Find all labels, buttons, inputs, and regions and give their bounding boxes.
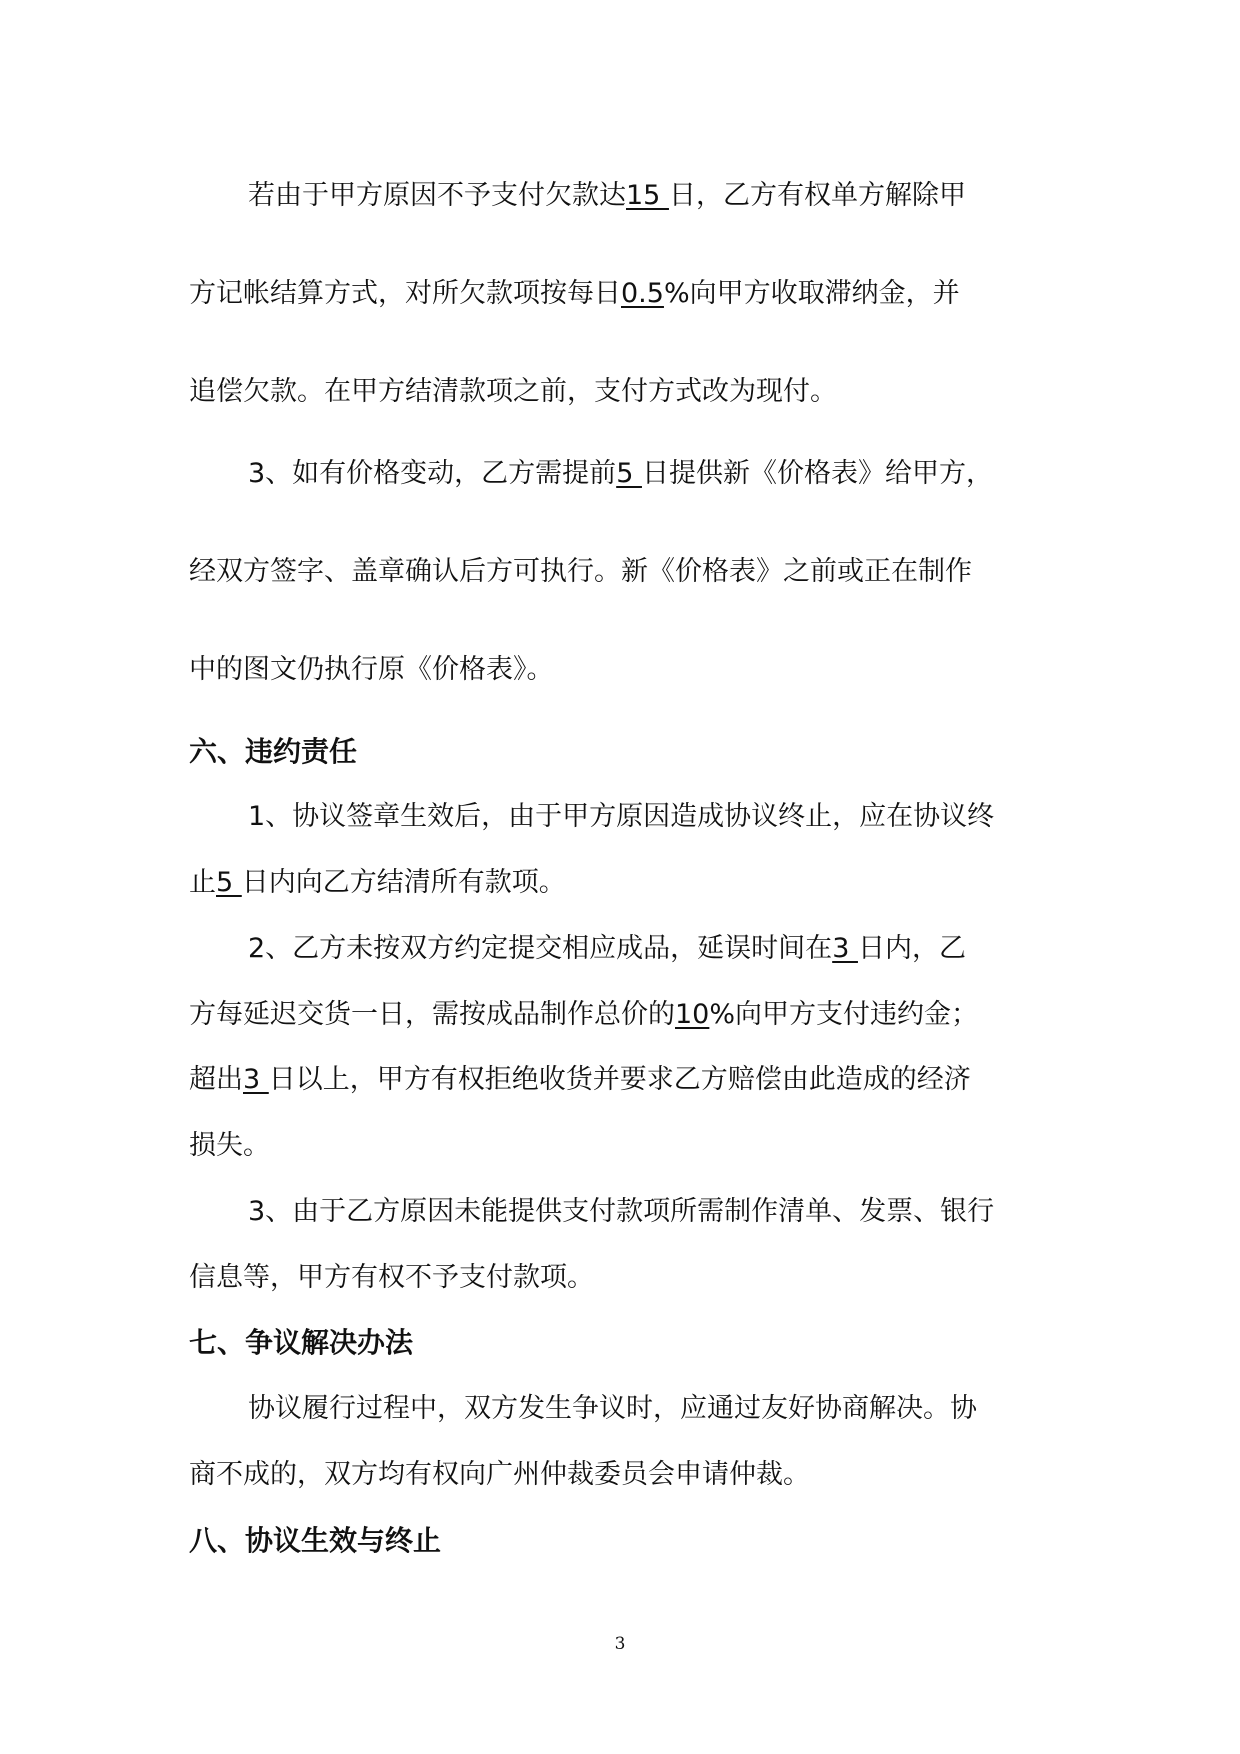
paragraph-line	[189, 863, 566, 903]
paragraph-line: 损失。	[189, 1130, 270, 1161]
underlined-value: 5	[616, 458, 642, 489]
text: 日提供新《价格表》给甲方，	[641, 458, 993, 489]
section-heading: 六、违约责任	[189, 735, 358, 768]
underlined-value: 5	[216, 867, 242, 898]
underlined-value: 3	[243, 1064, 269, 1095]
paragraph-line	[189, 995, 978, 1035]
text: 方记帐结算方式，对所欠款项按每日	[189, 278, 621, 309]
paragraph-line: 中的图文仍执行原《价格表》。	[189, 654, 554, 685]
underlined-value: 0.5	[621, 278, 664, 309]
paragraph-line	[248, 454, 993, 494]
page-number: 3	[614, 1634, 626, 1654]
paragraph-line	[248, 176, 966, 216]
paragraph-line: 商不成的，双方均有权向广州仲裁委员会申请仲裁。	[189, 1459, 810, 1490]
section-heading: 八、协议生效与终止	[189, 1524, 442, 1557]
text: 日，乙方有权单方解除甲	[668, 180, 966, 211]
text: 超出	[189, 1064, 243, 1095]
text: 日内，乙	[857, 933, 966, 964]
underlined-value: 15	[626, 180, 669, 211]
text: 2、乙方未按双方约定提交相应成品，延误时间在	[248, 933, 833, 964]
text: 方每延迟交货一日，需按成品制作总价的	[189, 999, 675, 1030]
text: %向甲方收取滞纳金，并	[663, 278, 960, 309]
text: 若由于甲方原因不予支付欠款达	[248, 180, 626, 211]
text: 日以上，甲方有权拒绝收货并要求乙方赔偿由此造成的经济	[268, 1064, 971, 1095]
text: %向甲方支付违约金；	[709, 999, 979, 1030]
paragraph-line: 经双方签字、盖章确认后方可执行。新《价格表》之前或正在制作	[189, 556, 972, 587]
paragraph-line: 协议履行过程中，双方发生争议时，应通过友好协商解决。协	[248, 1393, 977, 1424]
paragraph-line: 追偿欠款。在甲方结清款项之前，支付方式改为现付。	[189, 376, 837, 407]
text: 3、如有价格变动，乙方需提前	[248, 458, 617, 489]
paragraph-line: 3、由于乙方原因未能提供支付款项所需制作清单、发票、银行	[248, 1196, 995, 1227]
paragraph-line	[189, 1060, 971, 1100]
section-heading: 七、争议解决办法	[189, 1326, 414, 1359]
paragraph-line	[248, 929, 966, 969]
paragraph-line: 1、协议签章生效后，由于甲方原因造成协议终止，应在协议终	[248, 801, 995, 832]
paragraph-line: 信息等，甲方有权不予支付款项。	[189, 1262, 594, 1293]
underlined-value: 3	[832, 933, 858, 964]
underlined-value: 10	[675, 999, 710, 1030]
text: 止	[189, 867, 216, 898]
text: 日内向乙方结清所有款项。	[241, 867, 566, 898]
paragraph-line	[189, 274, 960, 314]
